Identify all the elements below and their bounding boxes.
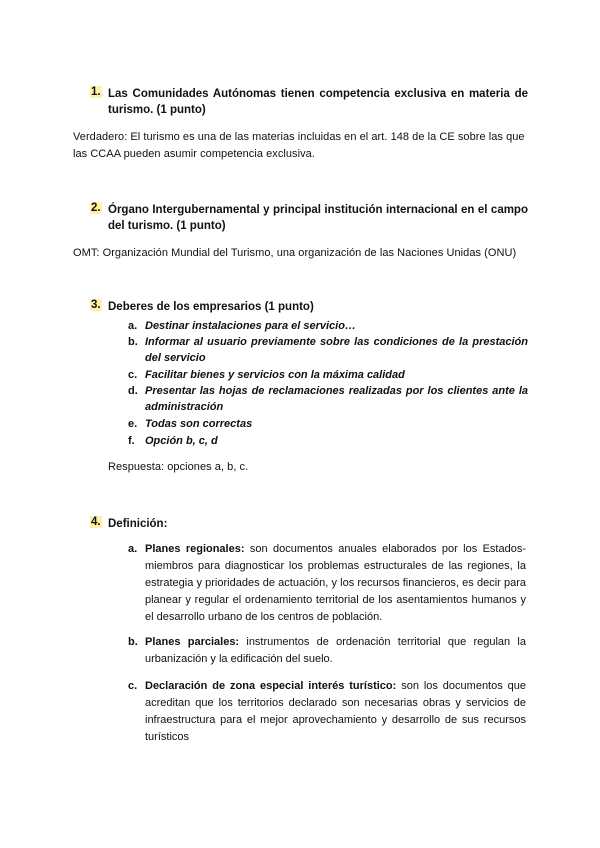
option-e-text: Todas son correctas (145, 418, 253, 430)
question-3-text: Deberes de los empresarios (1 punto) (108, 301, 314, 313)
answer-1: Verdadero: El turismo es una de las materias incluidas en el art. 148 de la CE sobre las que las CCAA pueden asumir competencia exclusiva. (73, 131, 525, 160)
option-a-text: Destinar instalaciones para el servicio… (145, 320, 356, 332)
answer-2: OMT: Organización Mundial del Turismo, una organización de las Naciones Unidas (ONU) (73, 247, 517, 259)
option-b-text: Informar al usuario previamente sobre las condiciones de la prestación del servicio (145, 336, 528, 364)
definition-a-letter: a. (128, 543, 138, 555)
option-b (128, 334, 528, 366)
question-4 (90, 516, 528, 532)
option-f (128, 433, 528, 449)
definition-a-text: son documentos anuales elaborados por los Estados-miembros para diagnosticar los problemas estructurales de las regiones, la estrategia y prioridades de actuación, y los recursos financieros, es decir para planear y regular el ordenamiento territorial de los asentamientos humanos y el desarrollo urbano de los centros de población. (145, 543, 526, 623)
question-2 (90, 202, 528, 234)
question-1 (90, 86, 528, 118)
definition-c-body (145, 678, 526, 746)
option-b-letter: b. (128, 336, 138, 348)
definition-c (128, 678, 526, 746)
question-2-number: 2. (91, 202, 101, 214)
question-2-text: Órgano Intergubernamental y principal institución internacional en el campo del turismo. (1 punto) (108, 204, 528, 232)
question-3 (90, 299, 528, 315)
definition-c-term: Declaración de zona especial interés turístico: (145, 680, 397, 692)
definition-b-text: instrumentos de ordenación territorial que regulan la urbanización y la edificación del suelo. (145, 636, 526, 665)
definition-a-term: Planes regionales: (145, 543, 245, 555)
option-e-letter: e. (128, 418, 138, 430)
option-c (128, 367, 528, 383)
definition-c-text: son los documentos que acreditan que los territorios declarado son necesarias obras y servicios de infraestructura para el mejor aprovechamiento y desarrollo de sus recursos turísticos (145, 680, 526, 743)
question-1-number: 1. (91, 86, 101, 98)
definition-b-body (145, 634, 526, 668)
question-3-number: 3. (91, 299, 101, 311)
question-4-text: Definición: (108, 518, 168, 530)
answer-3: Respuesta: opciones a, b, c. (108, 461, 249, 473)
option-a (128, 318, 528, 334)
definition-a-body (145, 541, 526, 626)
option-d-text: Presentar las hojas de reclamaciones realizadas por los clientes ante la administración (145, 385, 528, 413)
option-a-letter: a. (128, 320, 138, 332)
option-e (128, 416, 528, 432)
definition-c-letter: c. (128, 680, 138, 692)
option-f-text: Opción b, c, d (145, 435, 218, 447)
option-c-text: Facilitar bienes y servicios con la máxima calidad (145, 369, 405, 381)
option-f-letter: f. (128, 435, 135, 447)
definition-a (128, 541, 526, 626)
definition-b-letter: b. (128, 636, 138, 648)
question-1-text: Las Comunidades Autónomas tienen competencia exclusiva en materia de turismo. (1 punto) (108, 88, 528, 116)
question-4-number: 4. (91, 516, 101, 528)
option-d (128, 383, 528, 415)
definition-b (128, 634, 526, 668)
option-c-letter: c. (128, 369, 138, 381)
definition-b-term: Planes parciales: (145, 636, 240, 648)
option-d-letter: d. (128, 385, 138, 397)
